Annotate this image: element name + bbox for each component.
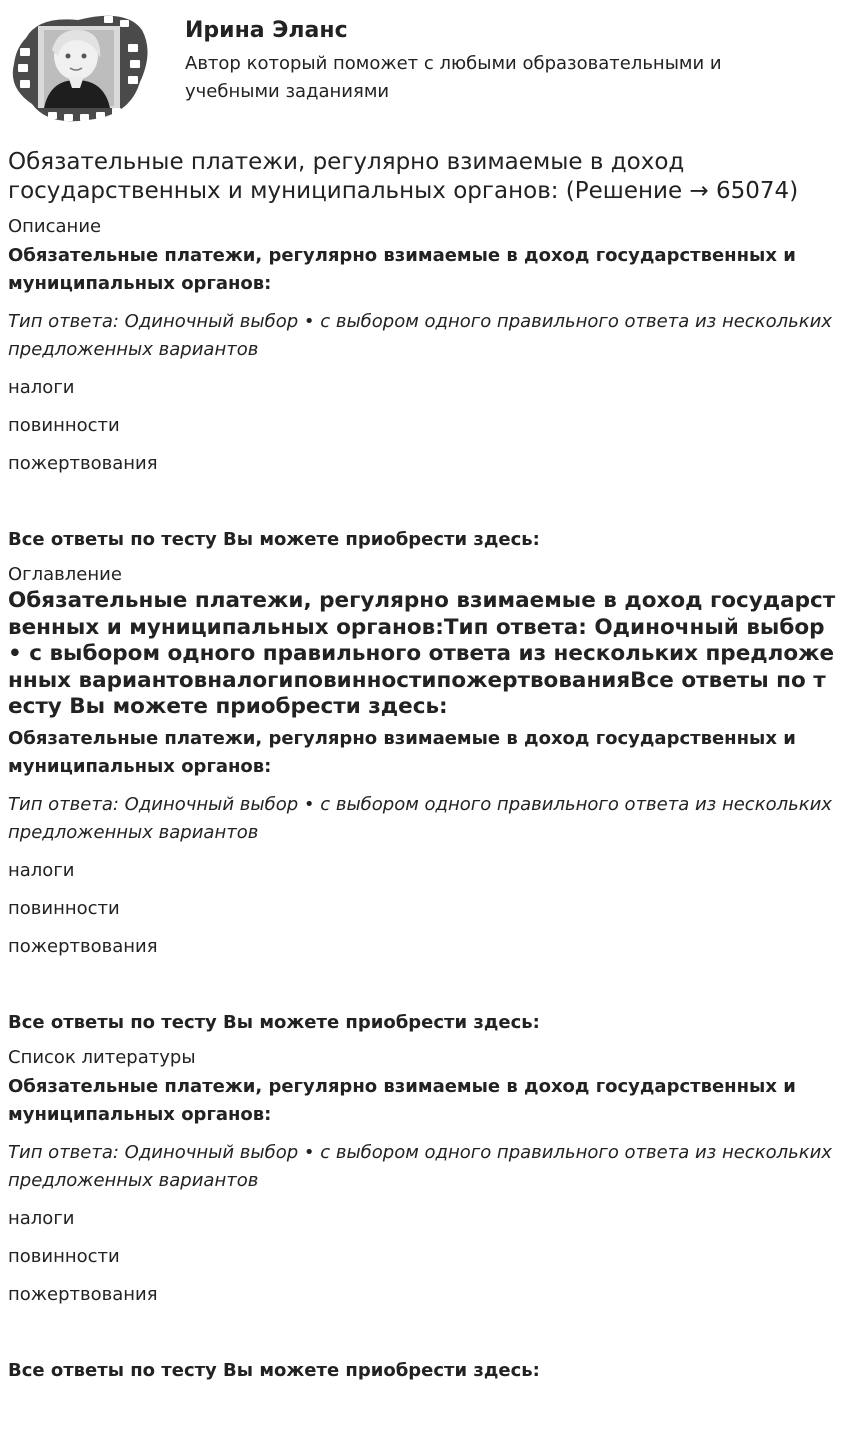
buy-answers-link[interactable]: Все ответы по тесту Вы можете приобрести здесь: xyxy=(8,529,540,550)
answer-option: повинности xyxy=(8,1245,120,1267)
answer-option: налоги xyxy=(8,377,75,398)
answer-type-text: Тип ответа: Одиночный выбор • с выбором одного правильного ответа из нескольких предложенных вариантов xyxy=(8,793,832,843)
answer-option: повинности xyxy=(8,415,120,436)
answer-option: налоги xyxy=(8,859,75,881)
references-section xyxy=(8,1047,839,1385)
answer-type-text: Тип ответа: Одиночный выбор • с выбором одного правильного ответа из нескольких предложенных вариантов xyxy=(8,1141,832,1191)
answer-option: повинности xyxy=(8,897,120,919)
main-content xyxy=(8,148,839,1385)
toc-summary: Обязательные платежи, регулярно взимаемые в доход государственных и муниципальных органов:Тип ответа: Одиночный выбор • с выбором одного правильного ответа из нескольких предложенных вариантовналогиповинностипожертвованияВсе ответы по тесту Вы можете приобрести здесь: xyxy=(8,588,836,719)
description-section xyxy=(8,216,839,554)
toc-label: Оглавление xyxy=(8,564,122,585)
author-header xyxy=(8,8,839,126)
question-text: Обязательные платежи, регулярно взимаемые в доход государственных и муниципальных органов: xyxy=(8,245,796,294)
answer-option: налоги xyxy=(8,1207,75,1229)
description-label: Описание xyxy=(8,216,102,237)
author-description: Автор который поможет с любыми образовательными и учебными заданиями xyxy=(185,53,722,102)
page-title: Обязательные платежи, регулярно взимаемые в доход государственных и муниципальных органов: (Решение → 65074) xyxy=(8,149,799,204)
references-label: Список литературы xyxy=(8,1046,196,1068)
buy-answers-link[interactable]: Все ответы по тесту Вы можете приобрести здесь: xyxy=(8,1011,540,1033)
answer-type-text: Тип ответа: Одиночный выбор • с выбором одного правильного ответа из нескольких предложенных вариантов xyxy=(8,311,832,360)
answer-option: пожертвования xyxy=(8,935,158,957)
toc-section xyxy=(8,564,839,1037)
answer-option: пожертвования xyxy=(8,453,158,474)
answer-option: пожертвования xyxy=(8,1283,158,1305)
author-name[interactable]: Ирина Эланс xyxy=(185,18,348,43)
question-text: Обязательные платежи, регулярно взимаемые в доход государственных и муниципальных органов: xyxy=(8,1075,796,1125)
author-avatar[interactable] xyxy=(8,8,150,126)
buy-answers-link[interactable]: Все ответы по тесту Вы можете приобрести здесь: xyxy=(8,1359,540,1381)
question-text: Обязательные платежи, регулярно взимаемые в доход государственных и муниципальных органов: xyxy=(8,727,796,777)
